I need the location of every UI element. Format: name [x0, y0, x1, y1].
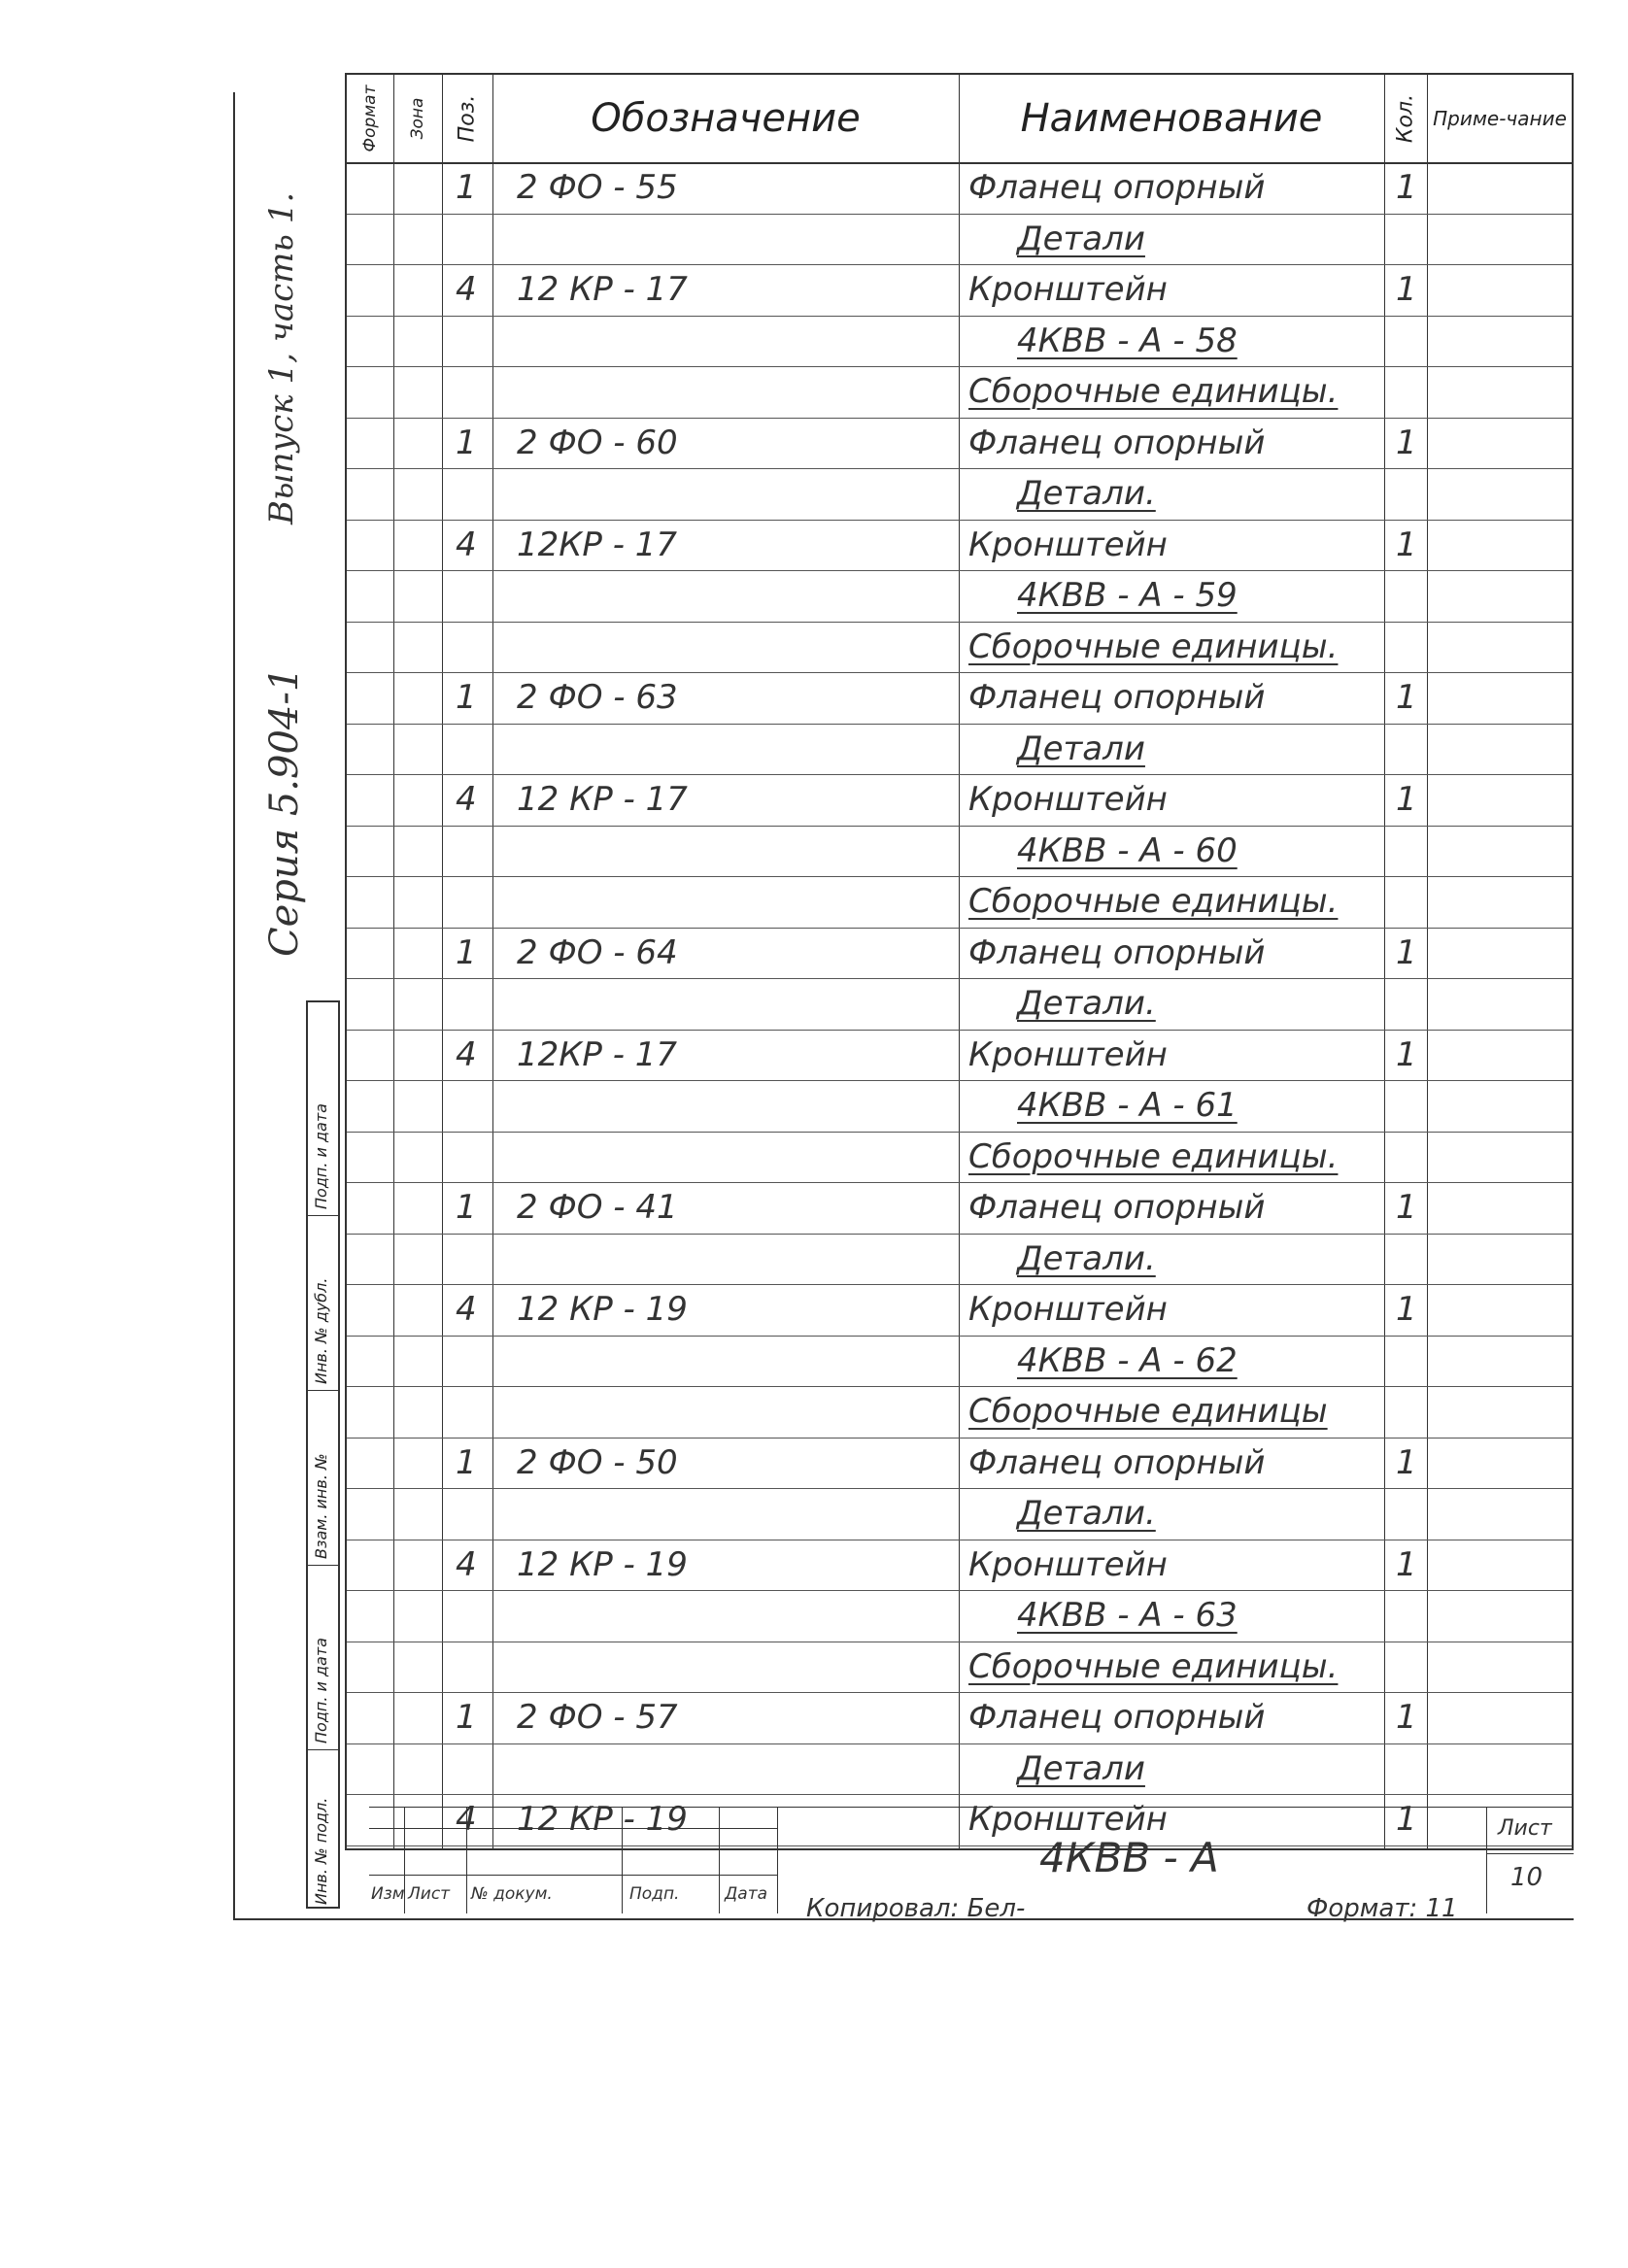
row-name: 4КВВ - А - 58 [1017, 321, 1238, 360]
row-quantity: 1 [1396, 1290, 1417, 1329]
tb-col-docnum: № докум. [471, 1884, 553, 1904]
stamp-cell-orig-inv [308, 1750, 338, 1911]
sheet-left-border [233, 92, 235, 1918]
tb-col-line [1486, 1807, 1487, 1913]
tb-col-line [466, 1807, 467, 1913]
row-name: Кронштейн [968, 270, 1168, 309]
side-issue-text: Выпуск 1, часть 1. [262, 191, 301, 525]
row-name: Кронштейн [968, 780, 1168, 819]
row-name: Сборочные единицы. [968, 626, 1339, 666]
row-position: 4 [456, 1034, 477, 1074]
row-name: Фланец опорный [968, 1698, 1266, 1737]
row-divider [347, 214, 1572, 215]
row-designation: 12КР - 17 [517, 1034, 678, 1074]
copied-by: Копировал: Бел- [806, 1894, 1026, 1923]
row-designation: 2 ФО - 55 [517, 168, 678, 207]
row-position: 1 [456, 1188, 477, 1227]
row-divider [347, 570, 1572, 571]
header-qty [1384, 75, 1427, 162]
row-name: Сборочные единицы. [968, 372, 1339, 411]
row-designation: 12КР - 17 [517, 525, 678, 564]
col-divider [1384, 75, 1385, 1848]
tb-top-line [369, 1807, 1574, 1808]
row-quantity: 1 [1396, 1442, 1417, 1482]
row-designation: 12 КР - 17 [517, 780, 688, 819]
row-divider [347, 1590, 1572, 1591]
tb-sheet-line [1486, 1853, 1574, 1854]
tb-col-change: Изм [371, 1884, 405, 1904]
row-quantity: 1 [1396, 1544, 1417, 1584]
row-position: 4 [456, 525, 477, 564]
row-position: 4 [456, 1544, 477, 1584]
row-name: Кронштейн [968, 1034, 1168, 1074]
row-name: Фланец опорный [968, 1442, 1266, 1482]
stamp-label: Инв. № дубл. [312, 1277, 330, 1384]
row-designation: 2 ФО - 60 [517, 423, 678, 462]
row-name: Фланец опорный [968, 678, 1266, 717]
header-pos [442, 75, 492, 162]
tb-col-date: Дата [725, 1884, 768, 1904]
row-name: Детали [1017, 219, 1145, 258]
row-divider [347, 1743, 1572, 1744]
row-designation: 2 ФО - 41 [517, 1188, 678, 1227]
row-divider [347, 1132, 1572, 1133]
row-name: Фланец опорный [968, 932, 1266, 972]
row-divider [347, 1386, 1572, 1387]
stamp-cell-dup-inv [308, 1216, 338, 1391]
row-designation: 12 КР - 17 [517, 270, 688, 309]
row-designation: 12 КР - 19 [517, 1290, 688, 1329]
specification-table [345, 73, 1574, 1850]
header-pos-label: Поз. [455, 94, 480, 143]
tb-col-sign: Подп. [629, 1884, 680, 1904]
header-format-label: Формат [360, 85, 380, 152]
row-designation: 12 КР - 19 [517, 1544, 688, 1584]
row-position: 1 [456, 678, 477, 717]
stamp-label: Взам. инв. № [312, 1453, 330, 1559]
sheet-number: 10 [1510, 1863, 1543, 1892]
col-divider [442, 75, 443, 1848]
row-name: Сборочные единицы. [968, 1646, 1339, 1686]
row-name: Детали [1017, 1748, 1145, 1788]
row-name: Фланец опорный [968, 168, 1266, 207]
tb-col-line [622, 1807, 623, 1913]
row-quantity: 1 [1396, 678, 1417, 717]
row-position: 4 [456, 270, 477, 309]
row-name: Сборочные единицы [968, 1392, 1328, 1431]
row-position: 4 [456, 1290, 477, 1329]
row-divider [347, 316, 1572, 317]
row-designation: 2 ФО - 63 [517, 678, 678, 717]
row-name: Детали. [1017, 1494, 1156, 1533]
row-name: 4КВВ - А - 62 [1017, 1340, 1238, 1380]
row-name: Детали. [1017, 984, 1156, 1023]
tb-col-line [719, 1807, 720, 1913]
row-quantity: 1 [1396, 1698, 1417, 1737]
stamp-cell-sign-date [308, 1566, 338, 1750]
row-quantity: 1 [1396, 1034, 1417, 1074]
row-quantity: 1 [1396, 423, 1417, 462]
header-note: Приме-чание [1433, 107, 1567, 130]
row-quantity: 1 [1396, 270, 1417, 309]
row-name: Кронштейн [968, 1800, 1168, 1839]
row-divider [347, 622, 1572, 623]
tb-row-line [369, 1828, 777, 1829]
sheet-label: Лист [1498, 1816, 1552, 1841]
row-name: Фланец опорный [968, 1188, 1266, 1227]
row-divider [347, 978, 1572, 979]
row-divider [347, 876, 1572, 877]
row-quantity: 1 [1396, 168, 1417, 207]
header-format [347, 75, 393, 162]
row-name: 4КВВ - А - 60 [1017, 830, 1238, 870]
row-quantity: 1 [1396, 780, 1417, 819]
row-name: Кронштейн [968, 1544, 1168, 1584]
row-position: 4 [456, 780, 477, 819]
col-divider [492, 75, 493, 1848]
row-position: 1 [456, 1698, 477, 1737]
row-name: Сборочные единицы. [968, 1136, 1339, 1176]
header-zone [393, 75, 442, 162]
binding-stamp [306, 1000, 340, 1909]
stamp-label: Подп. и дата [312, 1638, 330, 1743]
row-position: 1 [456, 932, 477, 972]
row-name: 4КВВ - А - 61 [1017, 1086, 1238, 1125]
row-name: 4КВВ - А - 59 [1017, 576, 1238, 615]
row-name: Кронштейн [968, 525, 1168, 564]
header-qty-label: Кол. [1393, 93, 1418, 144]
header-name: Наименование [1020, 96, 1323, 141]
header-designation: Обозначение [591, 96, 861, 141]
row-position: 4 [456, 1800, 477, 1839]
stamp-label: Инв. № подл. [312, 1797, 330, 1905]
row-divider [347, 1080, 1572, 1081]
row-divider [347, 1488, 1572, 1489]
paper-format: Формат: 11 [1306, 1894, 1458, 1923]
row-quantity: 1 [1396, 1188, 1417, 1227]
row-divider [347, 468, 1572, 469]
col-divider [959, 75, 960, 1848]
row-quantity: 1 [1396, 525, 1417, 564]
row-divider [347, 1336, 1572, 1337]
row-name: Детали. [1017, 474, 1156, 513]
col-divider [1427, 75, 1428, 1848]
row-name: 4КВВ - А - 63 [1017, 1596, 1238, 1635]
row-designation: 2 ФО - 64 [517, 932, 678, 972]
row-quantity: 1 [1396, 932, 1417, 972]
tb-col-sheet: Лист [408, 1884, 451, 1904]
row-position: 1 [456, 168, 477, 207]
stamp-label: Подп. и дата [312, 1103, 330, 1209]
side-series-text: Серия 5.904-1 [262, 666, 307, 957]
stamp-cell-replace-inv [308, 1391, 338, 1566]
tb-col-line [777, 1807, 778, 1913]
row-divider [347, 826, 1572, 827]
row-name: Детали. [1017, 1238, 1156, 1278]
row-quantity: 1 [1396, 1800, 1417, 1839]
document-designation: 4КВВ - А [1039, 1834, 1219, 1881]
row-name: Сборочные единицы. [968, 882, 1339, 921]
row-designation: 12 КР - 19 [517, 1800, 688, 1839]
row-divider [347, 724, 1572, 725]
row-designation: 2 ФО - 57 [517, 1698, 678, 1737]
row-divider [347, 1234, 1572, 1235]
row-position: 1 [456, 423, 477, 462]
row-name: Кронштейн [968, 1290, 1168, 1329]
row-divider [347, 366, 1572, 367]
row-designation: 2 ФО - 50 [517, 1442, 678, 1482]
stamp-cell-sign-date-top [308, 1002, 338, 1216]
tb-row-line [369, 1849, 777, 1850]
row-name: Фланец опорный [968, 423, 1266, 462]
col-divider [393, 75, 394, 1848]
row-position: 1 [456, 1442, 477, 1482]
row-name: Детали [1017, 728, 1145, 768]
header-zone-label: Зона [408, 97, 427, 140]
tb-row-line [369, 1875, 777, 1876]
